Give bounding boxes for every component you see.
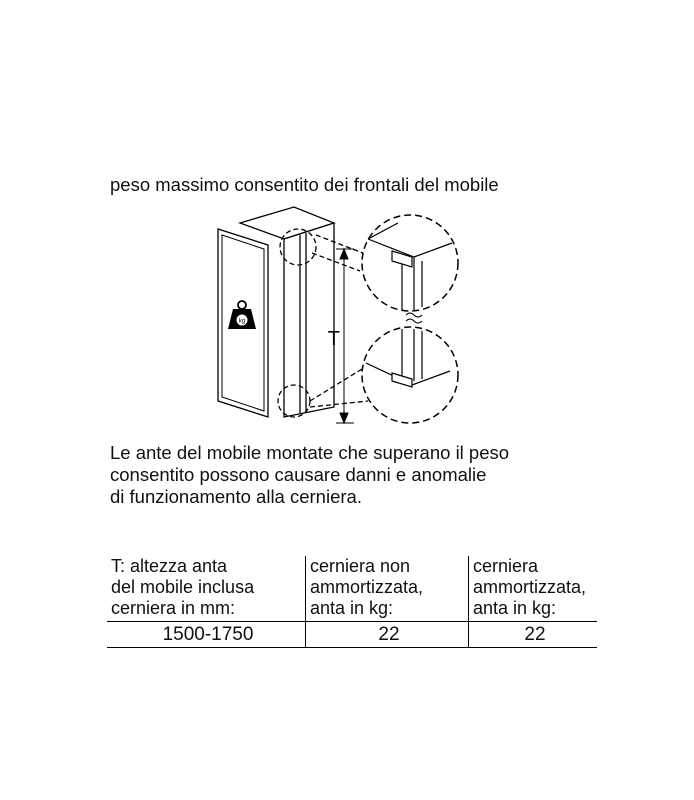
weight-spec-table xyxy=(107,556,597,648)
warning-text xyxy=(110,442,590,508)
top-hinge-detail xyxy=(362,215,458,311)
page-title: peso massimo consentito dei frontali del mobile xyxy=(110,174,499,195)
warning-line: Le ante del mobile montate che superano il peso xyxy=(110,442,510,463)
cell-damped-weight: 22 xyxy=(469,622,598,648)
warning-line: consentito possono causare danni e anomalie xyxy=(110,464,487,485)
table-row xyxy=(107,622,597,648)
header-non-damped-hinge: cerniera non ammortizzata, anta in kg: xyxy=(306,556,469,622)
header-height: T: altezza anta del mobile inclusa cerniera in mm: xyxy=(107,556,306,622)
weight-icon-label: kg xyxy=(238,318,246,325)
warning-line: di funzionamento alla cerniera. xyxy=(110,486,362,507)
table-header-row xyxy=(107,556,597,622)
header-damped-hinge: cerniera ammortizzata, anta in kg: xyxy=(469,556,598,622)
dimension-label: T xyxy=(327,328,340,350)
cell-non-damped-weight: 22 xyxy=(306,622,469,648)
bottom-hinge-detail xyxy=(362,327,458,423)
cell-height-range: 1500-1750 xyxy=(107,622,306,648)
break-marks xyxy=(406,313,422,323)
cabinet-hinge-diagram xyxy=(200,195,480,440)
